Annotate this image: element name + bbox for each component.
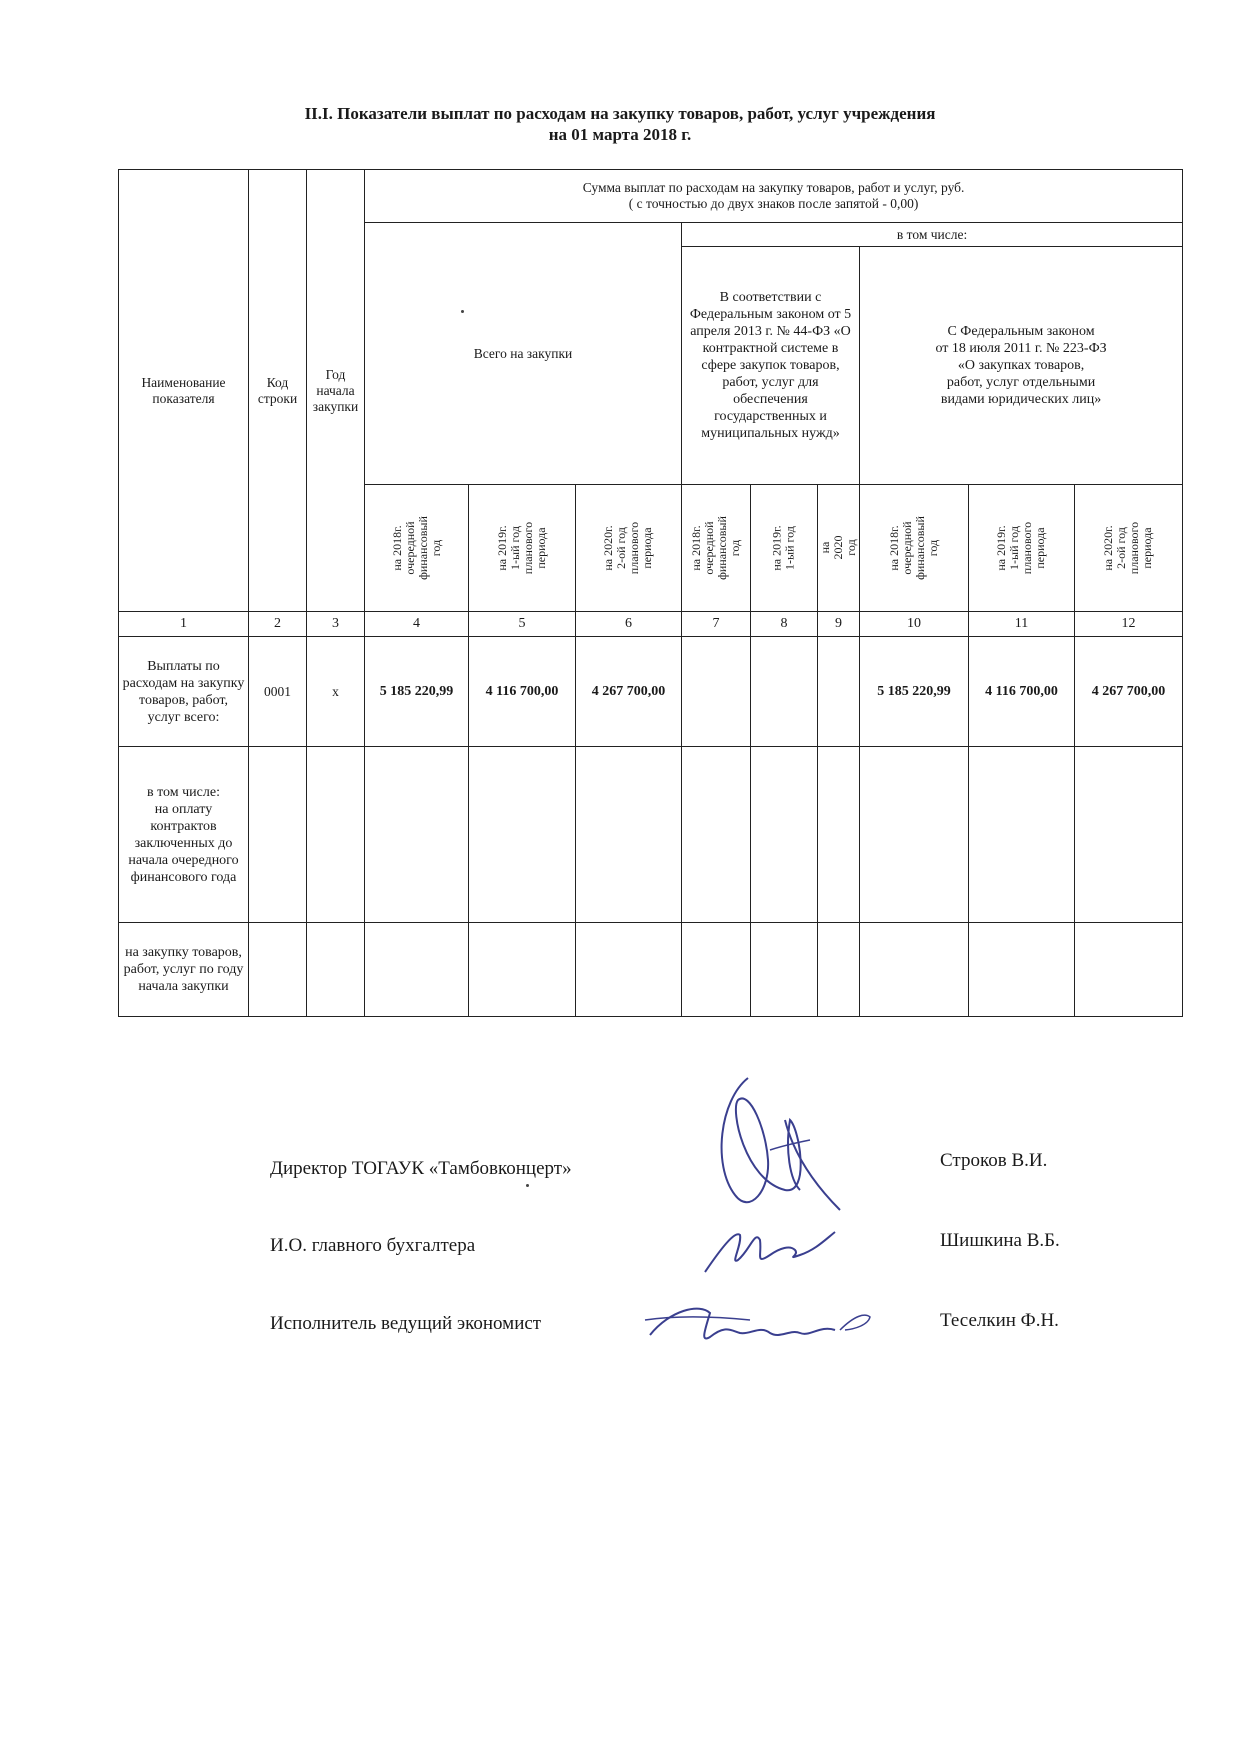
period-header-9: на 2020г. 2-ой год планового периода [1075, 485, 1183, 612]
value-cell [818, 637, 860, 747]
value-cell [1075, 923, 1183, 1017]
value-cell: 4 116 700,00 [469, 637, 576, 747]
signer-position-economist: Исполнитель ведущий экономист [270, 1313, 542, 1334]
value-cell: 4 116 700,00 [969, 637, 1075, 747]
value-cell [969, 923, 1075, 1017]
scan-speck [526, 1184, 529, 1187]
column-number: 12 [1075, 612, 1183, 637]
payments-table [118, 169, 1183, 1017]
row-code: 0001 [249, 637, 307, 747]
column-number-row [119, 612, 1183, 637]
period-header-3: на 2020г. 2-ой год планового периода [576, 485, 682, 612]
signer-position-accountant: И.О. главного бухгалтера [270, 1235, 476, 1256]
value-cell [576, 923, 682, 1017]
column-number: 10 [860, 612, 969, 637]
document-title [0, 103, 1240, 145]
row-label: в том числе: на оплату контрактов заключенных до начала очередного финансового года [119, 747, 249, 923]
period-header-4: на 2018г. очередной финансовый год [682, 485, 751, 612]
title-line-1: II.I. Показатели выплат по расходам на закупку товаров, работ, услуг учреждения [304, 104, 936, 123]
row-code [249, 923, 307, 1017]
header-sum: Сумма выплат по расходам на закупку товаров, работ и услуг, руб. ( с точностью до двух знаков после запятой - 0,00) [365, 170, 1183, 223]
value-cell [860, 747, 969, 923]
value-cell [365, 923, 469, 1017]
row-year [307, 923, 365, 1017]
signer-position-director: Директор ТОГАУК «Тамбовконцерт» [270, 1158, 572, 1179]
row-year: x [307, 637, 365, 747]
value-cell [1075, 747, 1183, 923]
period-header-7: на 2018г. очередной финансовый год [860, 485, 969, 612]
value-cell [682, 747, 751, 923]
value-cell: 4 267 700,00 [576, 637, 682, 747]
column-number: 7 [682, 612, 751, 637]
header-law-223fz: С Федеральным законом от 18 июля 2011 г. № 223-ФЗ «О закупках товаров, работ, услуг отдельными видами юридических лиц» [860, 247, 1183, 485]
table-row-prior-contracts [119, 747, 1183, 923]
signer-name-director: Строков В.И. [940, 1150, 1048, 1171]
table-row-by-start-year [119, 923, 1183, 1017]
period-header-2: на 2019г. 1-ый год планового периода [469, 485, 576, 612]
header-including: в том числе: [682, 223, 1183, 247]
value-cell [751, 923, 818, 1017]
header-indicator-name: Наименование показателя [119, 170, 249, 612]
value-cell [469, 747, 576, 923]
period-header-8: на 2019г. 1-ый год планового периода [969, 485, 1075, 612]
value-cell [365, 747, 469, 923]
period-header-5: на 2019г. 1-ый год [751, 485, 818, 612]
value-cell [576, 747, 682, 923]
row-label: Выплаты по расходам на закупку товаров, работ, услуг всего: [119, 637, 249, 747]
row-code [249, 747, 307, 923]
value-cell [818, 923, 860, 1017]
value-cell [860, 923, 969, 1017]
column-number: 1 [119, 612, 249, 637]
period-header-6: на 2020 год [818, 485, 860, 612]
signer-name-accountant: Шишкина В.Б. [940, 1230, 1060, 1251]
header-start-year: Год начала закупки [307, 170, 365, 612]
signer-name-economist: Теселкин Ф.Н. [940, 1310, 1059, 1331]
row-label: на закупку товаров, работ, услуг по году начала закупки [119, 923, 249, 1017]
value-cell: 5 185 220,99 [860, 637, 969, 747]
value-cell [751, 637, 818, 747]
value-cell: 4 267 700,00 [1075, 637, 1183, 747]
column-number: 11 [969, 612, 1075, 637]
value-cell [682, 637, 751, 747]
column-number: 2 [249, 612, 307, 637]
header-law-44fz: В соответствии с Федеральным законом от 5 апреля 2013 г. № 44-ФЗ «О контрактной системе в сфере закупок товаров, работ, услуг для обеспечения государственных и муниципальных нужд» [682, 247, 860, 485]
value-cell [969, 747, 1075, 923]
value-cell [469, 923, 576, 1017]
row-year [307, 747, 365, 923]
director-signature [690, 1070, 850, 1230]
table-row-total [119, 637, 1183, 747]
value-cell [751, 747, 818, 923]
column-number: 3 [307, 612, 365, 637]
value-cell: 5 185 220,99 [365, 637, 469, 747]
column-number: 4 [365, 612, 469, 637]
column-number: 8 [751, 612, 818, 637]
column-number: 6 [576, 612, 682, 637]
title-line-2: на 01 марта 2018 г. [548, 125, 692, 144]
column-number: 9 [818, 612, 860, 637]
header-total: Всего на закупки [365, 223, 682, 485]
value-cell [818, 747, 860, 923]
period-header-1: на 2018г. очередной финансовый год [365, 485, 469, 612]
economist-signature [640, 1295, 890, 1355]
header-row-code: Код строки [249, 170, 307, 612]
value-cell [682, 923, 751, 1017]
accountant-signature [700, 1220, 840, 1280]
scan-speck [461, 310, 464, 313]
column-number: 5 [469, 612, 576, 637]
